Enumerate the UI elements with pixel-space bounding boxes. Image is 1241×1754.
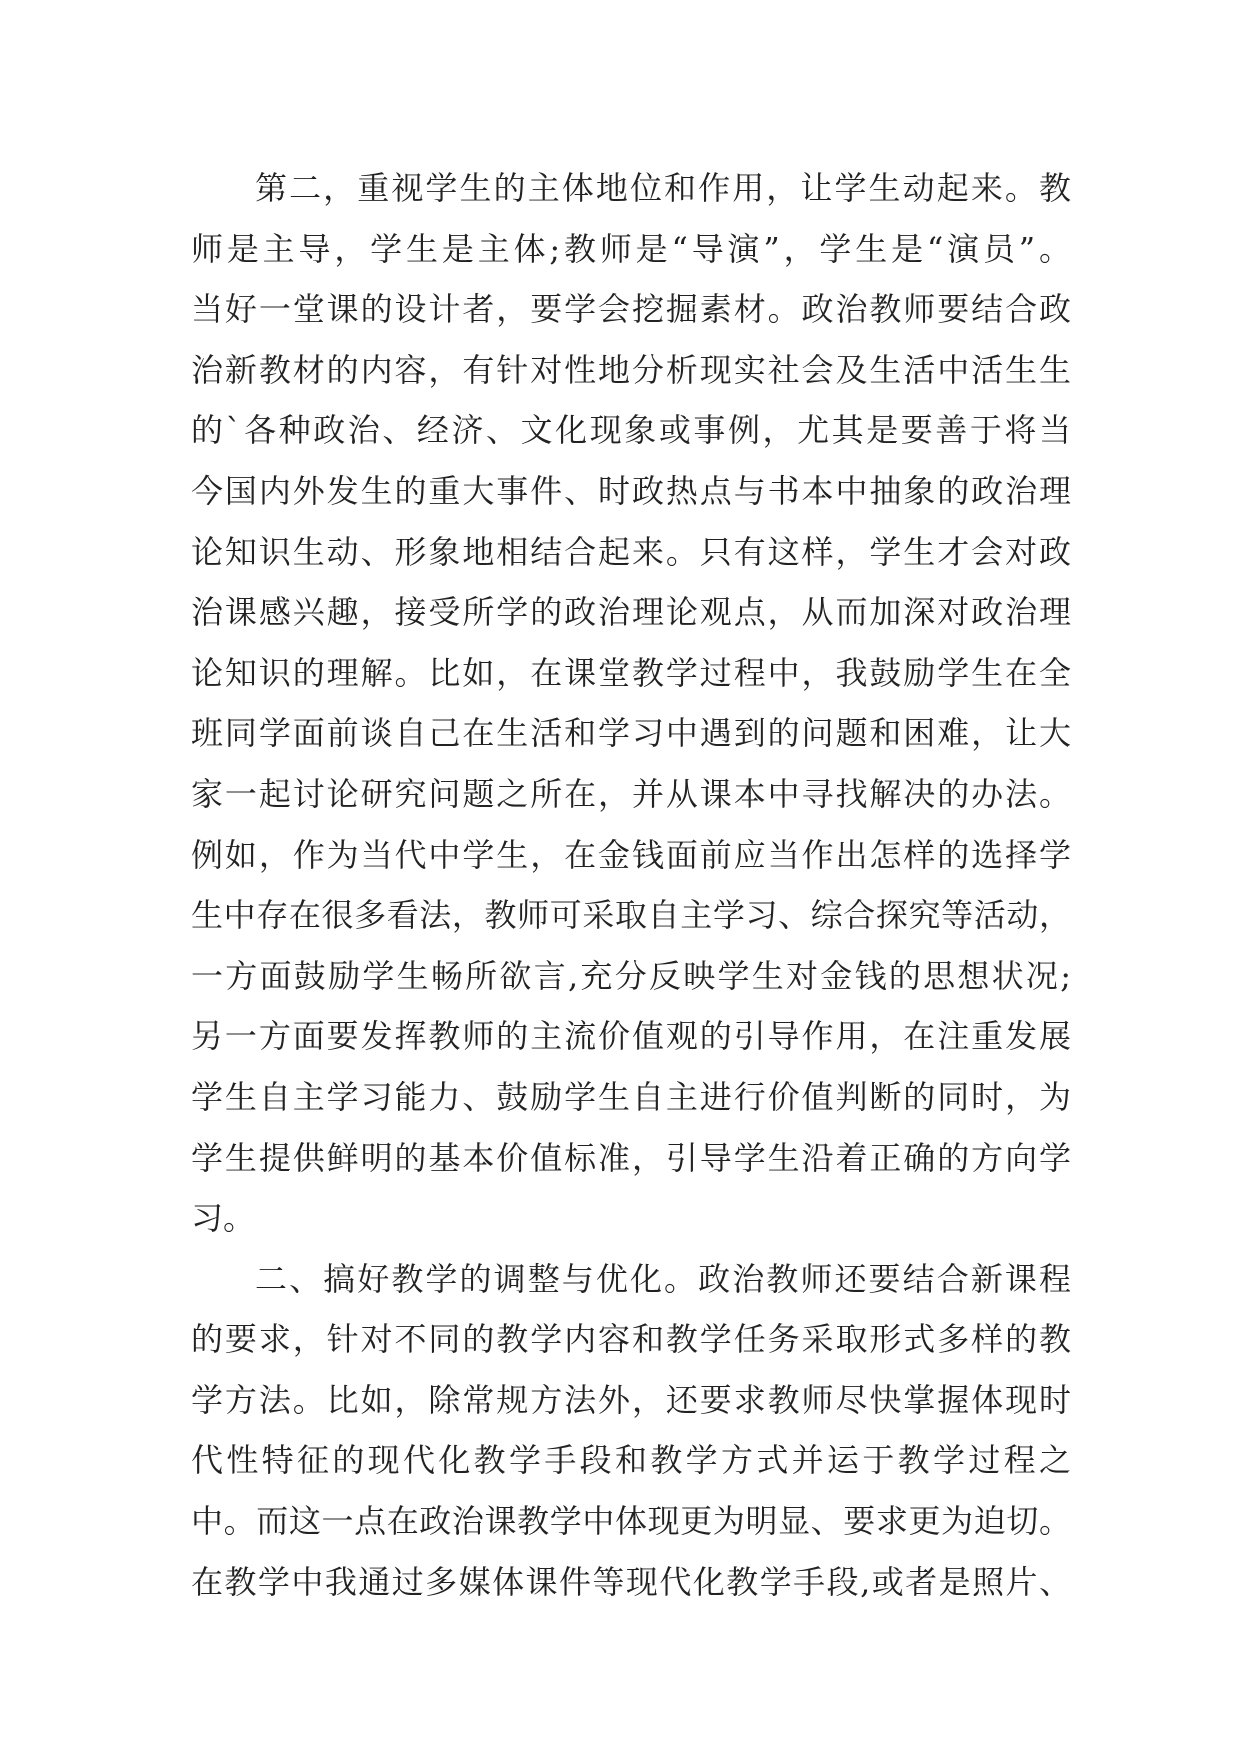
text-line: 二、搞好教学的调整与优化。政治教师还要结合新课程 <box>255 1259 1071 1298</box>
text-line: 学方法。比如，除常规方法外，还要求教师尽快掌握体现时 <box>191 1380 1071 1419</box>
text-line: 论知识生动、形象地相结合起来。只有这样，学生才会对政 <box>191 532 1071 571</box>
text-line: 师是主导，学生是主体;教师是“导演”，学生是“演员”。 <box>191 229 1071 268</box>
text-line: 班同学面前谈自己在生活和学习中遇到的问题和困难，让大 <box>191 714 1071 753</box>
text-line: 学生提供鲜明的基本价值标准，引导学生沿着正确的方向学 <box>191 1138 1071 1177</box>
text-line: 论知识的理解。比如，在课堂教学过程中，我鼓励学生在全 <box>191 653 1071 692</box>
text-line: 一方面鼓励学生畅所欲言,充分反映学生对金钱的思想状况; <box>191 956 1071 995</box>
document-body <box>191 158 1071 1612</box>
text-line: 治新教材的内容，有针对性地分析现实社会及生活中活生生 <box>191 350 1071 389</box>
text-line: 学生自主学习能力、鼓励学生自主进行价值判断的同时，为 <box>191 1077 1071 1116</box>
text-line: 今国内外发生的重大事件、时政热点与书本中抽象的政治理 <box>191 471 1071 510</box>
text-line: 当好一堂课的设计者，要学会挖掘素材。政治教师要结合政 <box>191 290 1071 329</box>
text-line: 习。 <box>191 1199 256 1238</box>
text-line: 治课感兴趣，接受所学的政治理论观点，从而加深对政治理 <box>191 593 1071 632</box>
text-line: 的`各种政治、经济、文化现象或事例，尤其是要善于将当 <box>191 411 1071 450</box>
text-line: 在教学中我通过多媒体课件等现代化教学手段,或者是照片、 <box>191 1562 1071 1601</box>
text-line: 中。而这一点在政治课教学中体现更为明显、要求更为迫切。 <box>191 1502 1071 1541</box>
text-line: 生中存在很多看法，教师可采取自主学习、综合探究等活动， <box>191 896 1071 935</box>
text-line: 家一起讨论研究问题之所在，并从课本中寻找解决的办法。 <box>191 774 1071 813</box>
text-line: 另一方面要发挥教师的主流价值观的引导作用，在注重发展 <box>191 1017 1071 1056</box>
text-line: 第二，重视学生的主体地位和作用，让学生动起来。教 <box>255 169 1071 207</box>
text-line: 例如，作为当代中学生，在金钱面前应当作出怎样的选择学 <box>191 835 1071 874</box>
text-line: 代性特征的现代化教学手段和教学方式并运于教学过程之 <box>191 1441 1071 1480</box>
text-line: 的要求，针对不同的教学内容和教学任务采取形式多样的教 <box>191 1320 1071 1359</box>
